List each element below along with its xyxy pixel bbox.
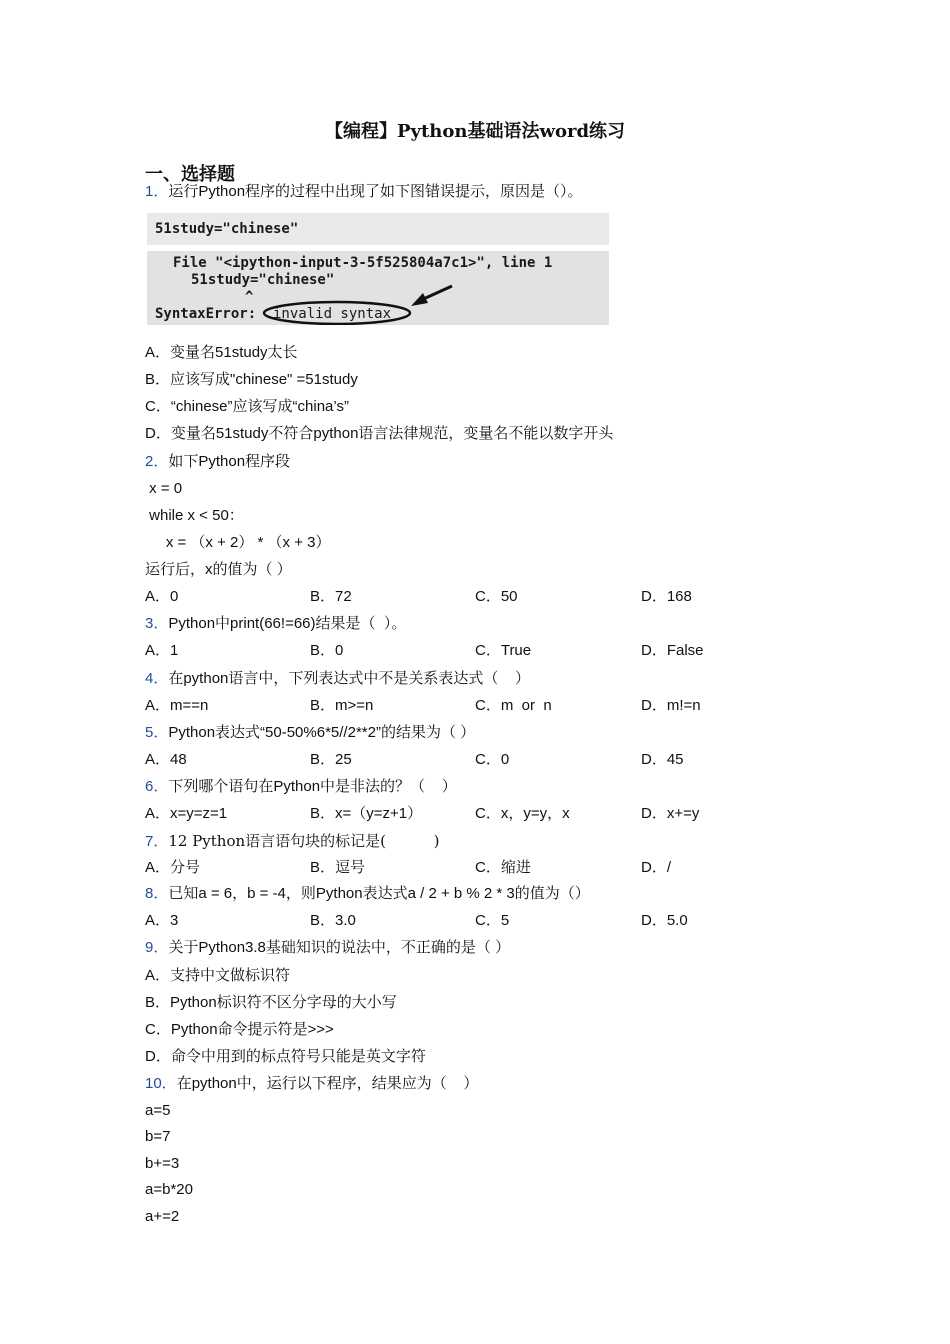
document-title: 【编程】Python基础语法word练习 <box>324 121 626 142</box>
question-number: 8． <box>145 885 169 902</box>
option-a: A．48 <box>145 751 187 768</box>
question-5 <box>145 723 475 743</box>
option-c: C．缩进 <box>475 859 531 876</box>
option-d: D．/ <box>641 859 672 876</box>
question-6 <box>145 777 457 797</box>
arrow-head <box>411 293 428 306</box>
code-line: a=b*20 <box>145 1181 193 1198</box>
error-screenshot-image <box>147 213 609 325</box>
question-number: 5． <box>145 724 169 741</box>
option-a: A．支持中文做标识符 <box>145 967 291 984</box>
option-d: D．5.0 <box>641 912 688 929</box>
option-c: C．5 <box>475 912 510 929</box>
option-b: B．0 <box>310 642 344 659</box>
option-d: D．45 <box>641 751 684 768</box>
option-d: D．168 <box>641 588 692 605</box>
question-number: 6． <box>145 778 169 795</box>
option-c: C．Python命令提示符是>>> <box>145 1021 334 1038</box>
option-a: A．x=y=z=1 <box>145 805 228 822</box>
code-line: 51study="chinese" <box>155 221 299 237</box>
code-line: a=5 <box>145 1102 171 1119</box>
syntax-error-label: SyntaxError: <box>155 306 257 322</box>
traceback-code: 51study="chinese" <box>191 272 335 288</box>
option-b: B．Python标识符不区分字母的大小写 <box>145 994 397 1011</box>
code-line: a+=2 <box>145 1208 180 1225</box>
question-text: Python表达式“50-50%6*5//2**2”的结果为（ ） <box>168 724 476 741</box>
question-text: 在python语言中，下列表达式中不是关系表达式（ ） <box>168 670 531 687</box>
question-text: Python中print(66!=66)结果是（ ）。 <box>168 615 407 632</box>
question-text: 已知a = 6，b = -4，则Python表达式a / 2 + b % 2 * 3的值为（） <box>168 885 590 902</box>
question-2 <box>145 452 290 472</box>
question-3 <box>145 614 406 634</box>
traceback-line: File "<ipython-input-3-5f525804a7c1>", line 1 <box>173 255 553 271</box>
error-message: invalid syntax <box>273 306 392 322</box>
option-b: B．逗号 <box>310 859 366 876</box>
question-number: 4． <box>145 670 169 687</box>
option-b: B．m>=n <box>310 697 374 714</box>
question-text: 运行Python程序的过程中出现了如下图错误提示，原因是（）。 <box>168 183 583 200</box>
option-c: C．50 <box>475 588 518 605</box>
option-b: B．25 <box>310 751 352 768</box>
question-number: 9． <box>145 939 169 956</box>
option-a: A．变量名51study太长 <box>145 344 298 361</box>
option-c: C．m or n <box>475 697 552 714</box>
code-line: b=7 <box>145 1128 171 1145</box>
option-d: D．x+=y <box>641 805 700 822</box>
question-text: 如下Python程序段 <box>168 453 291 470</box>
question-10 <box>145 1074 478 1094</box>
option-c: C．“chinese”应该写成“china’s” <box>145 398 349 415</box>
code-line: x = （x + 2） * （x + 3） <box>145 534 331 551</box>
section-heading: 一、选择题 <box>145 164 235 185</box>
question-text: 在python中，运行以下程序，结果应为（ ） <box>176 1075 479 1092</box>
option-a: A．分号 <box>145 859 201 876</box>
question-number: 2． <box>145 453 169 470</box>
question-9 <box>145 938 510 958</box>
option-b: B．应该写成"chinese" =51study <box>145 371 358 388</box>
annotation-overlay <box>147 213 609 325</box>
question-followup: 运行后，x的值为（ ） <box>145 561 292 578</box>
code-line: x = 0 <box>145 480 183 497</box>
question-number: 1． <box>145 183 169 200</box>
option-a: A．3 <box>145 912 179 929</box>
highlight-ellipse <box>264 302 410 324</box>
question-4 <box>145 669 530 689</box>
question-number: 7． <box>145 833 169 850</box>
code-line: while x < 50： <box>145 507 244 524</box>
option-b: B．72 <box>310 588 352 605</box>
question-8 <box>145 884 590 904</box>
question-text: 12 Python语言语句块的标记是( ) <box>168 832 440 850</box>
caret: ^ <box>245 289 254 305</box>
option-c: C．x，y=y，x <box>475 805 570 822</box>
question-number: 10． <box>145 1075 177 1092</box>
question-1 <box>145 182 583 202</box>
option-a: A．1 <box>145 642 179 659</box>
option-d: D．m!=n <box>641 697 701 714</box>
question-text: 下列哪个语句在Python中是非法的？（ ） <box>168 778 457 795</box>
option-a: A．0 <box>145 588 179 605</box>
option-c: C．0 <box>475 751 510 768</box>
question-7 <box>145 831 440 852</box>
option-b: B．x=（y=z+1） <box>310 805 423 822</box>
option-c: C．True <box>475 642 532 659</box>
option-b: B．3.0 <box>310 912 356 929</box>
option-d: D．False <box>641 642 704 659</box>
option-d: D．变量名51study不符合python语言法律规范，变量名不能以数字开头 <box>145 425 614 442</box>
question-text: 关于Python3.8基础知识的说法中，不正确的是（ ） <box>168 939 511 956</box>
option-a: A．m==n <box>145 697 209 714</box>
question-number: 3． <box>145 615 169 632</box>
option-d: D．命令中用到的标点符号只能是英文字符 <box>145 1048 426 1065</box>
code-line: b+=3 <box>145 1155 180 1172</box>
